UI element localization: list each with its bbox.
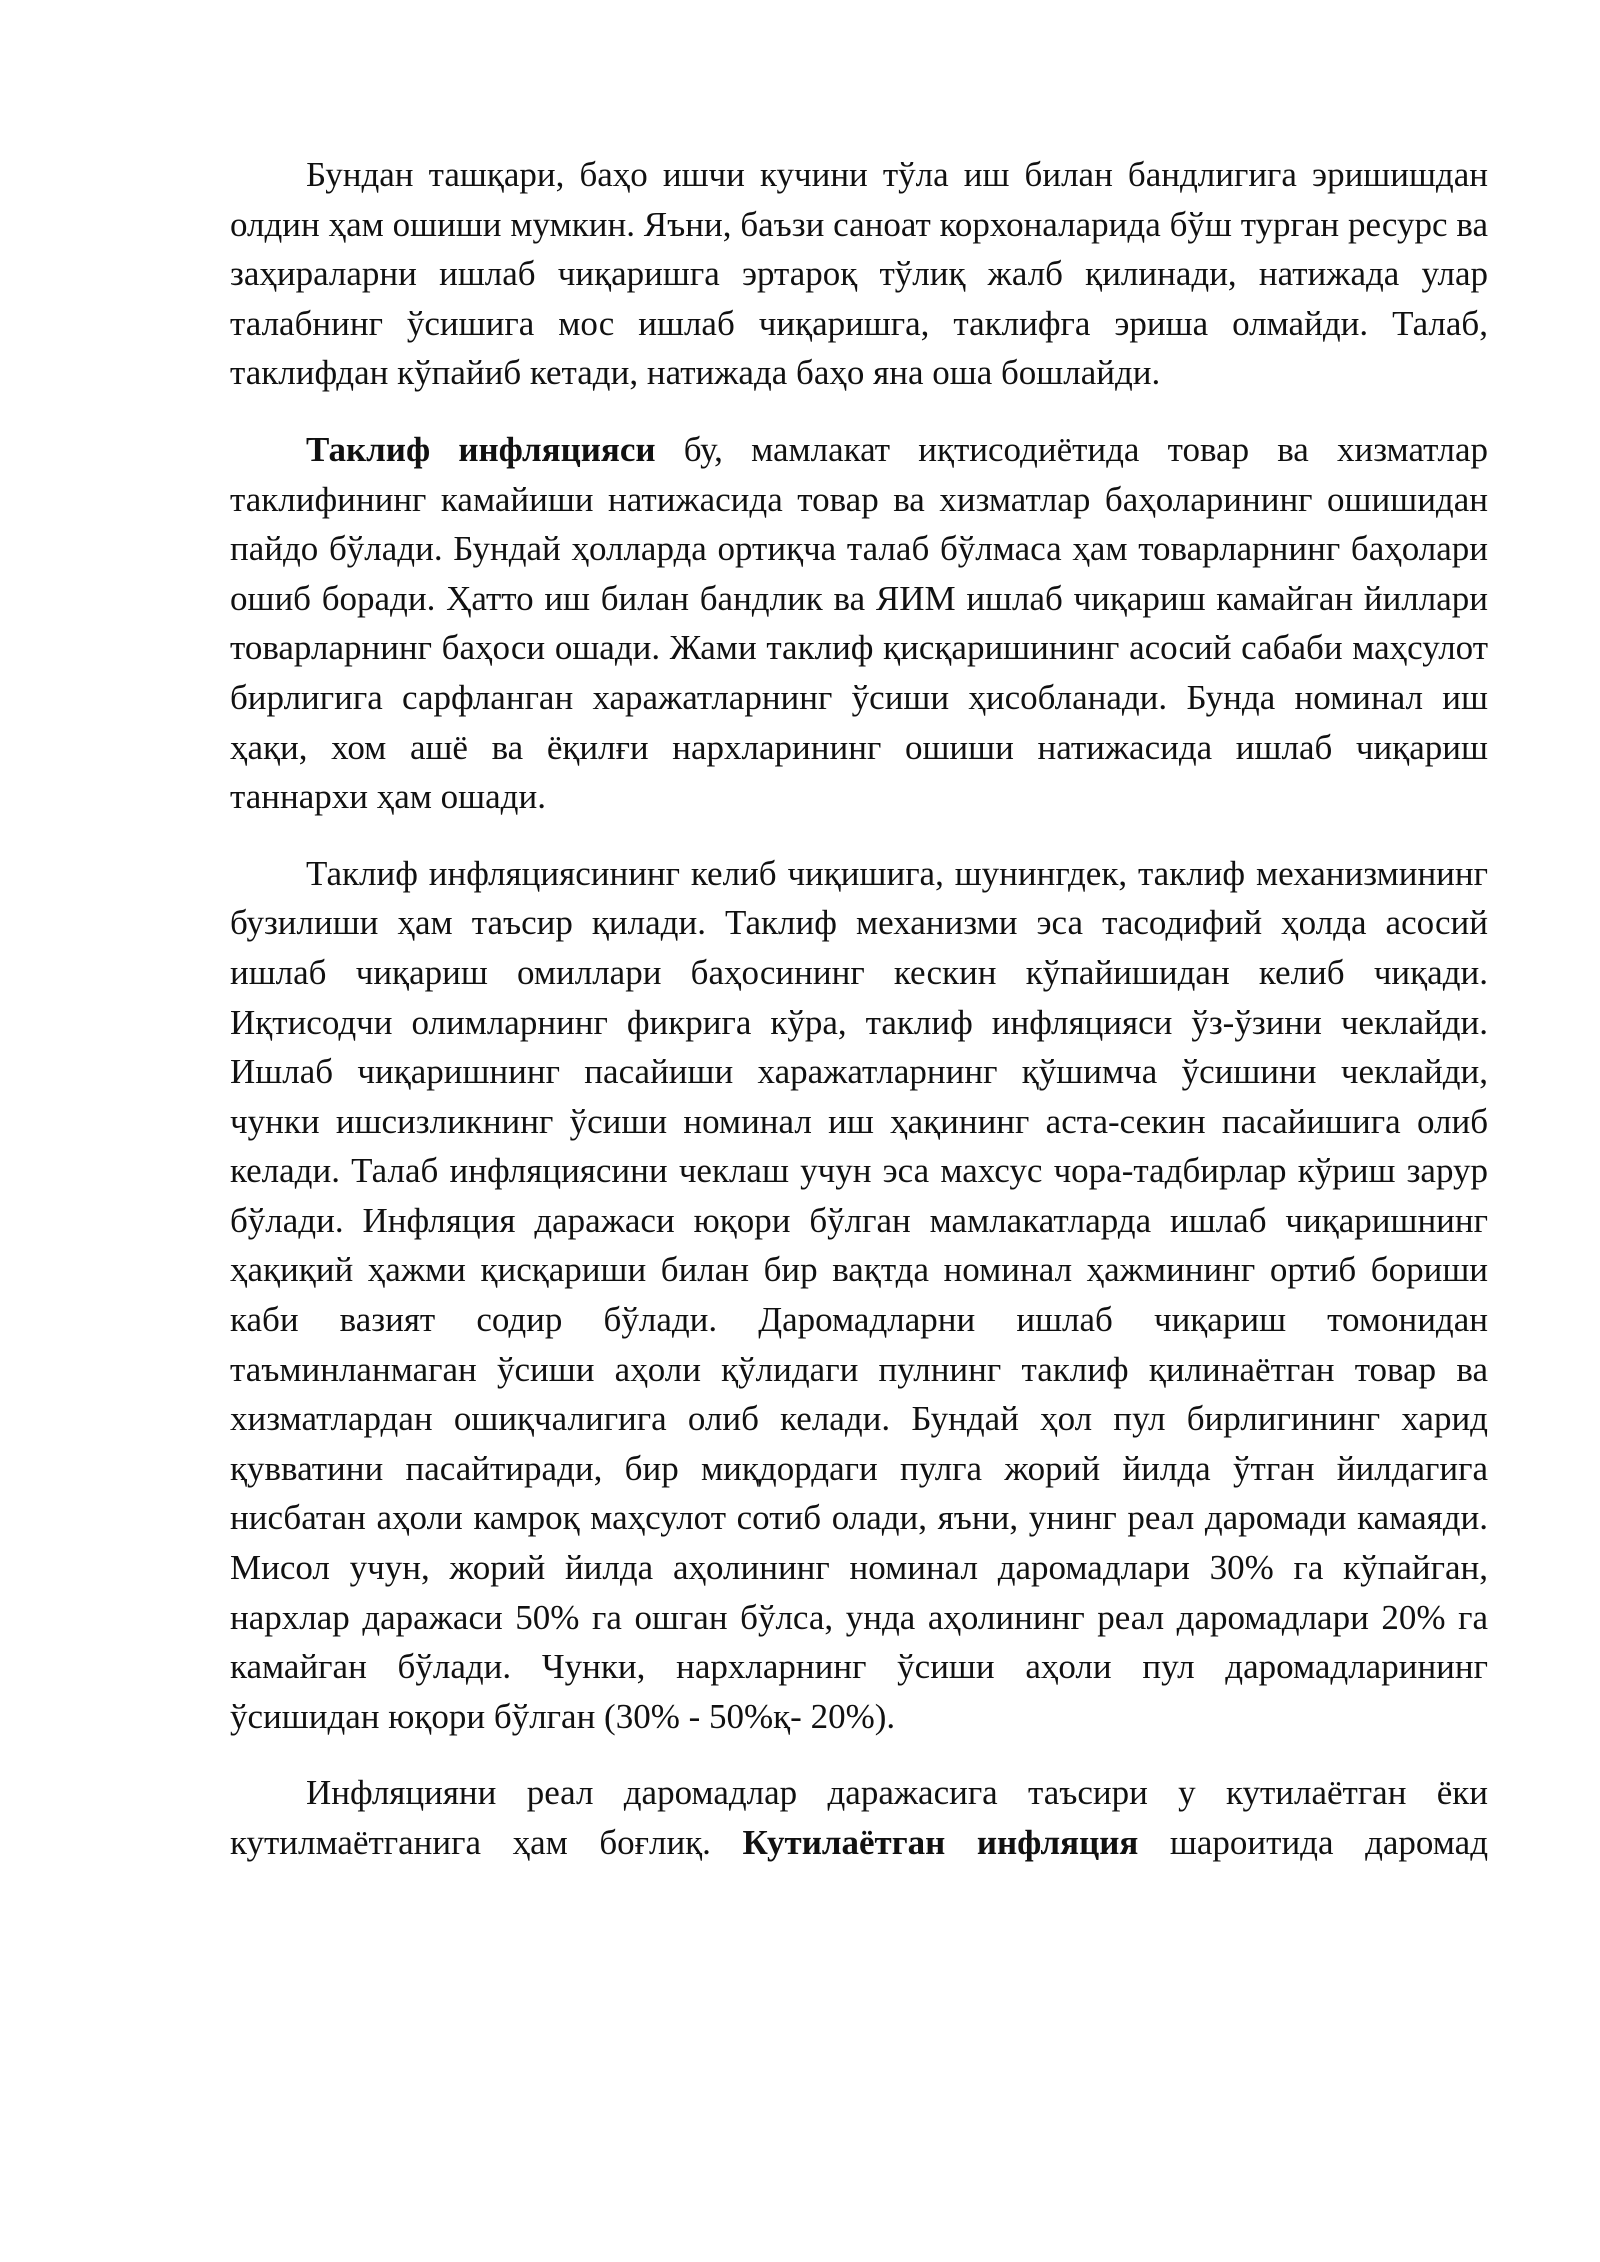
paragraph-1-text: Бундан ташқари, баҳо ишчи кучини тўла иш билан бандлигига эришишдан олдин ҳам ошиши мумкин. Яъни, баъзи саноат корхоналарида бўш турган ресурс ва заҳираларни ишлаб чиқаришга эртароқ тўлиқ жалб қилинади, натижада улар талабнинг ўсишига мос ишлаб чиқаришга, таклифга эриша олмайди. Талаб, таклифдан кўпайиб кетади, натижада баҳо яна оша бошлайди. xyxy=(230,155,1488,393)
paragraph-1 xyxy=(230,150,1488,398)
paragraph-3 xyxy=(230,849,1488,1742)
document-page xyxy=(230,150,1488,1895)
paragraph-4-text-end: шароитида даромад xyxy=(1138,1823,1489,1862)
paragraph-2-text: бу, мамлакат иқтисодиётида товар ва хизматлар таклифининг камайиши натижасида товар ва хизматлар баҳоларининг ошишидан пайдо бўлади. Бундай ҳолларда ортиқча талаб бўлмаса ҳам товарларнинг баҳолари ошиб боради. Ҳатто иш билан бандлик ва ЯИМ ишлаб чиқариш камайган йиллари товарларнинг баҳоси ошади. Жами таклиф қисқаришининг асосий сабаби маҳсулот бирлигига сарфланган харажатларнинг ўсиши ҳисобланади. Бунда номинал иш ҳақи, хом ашё ва ёқилғи нархларининг ошиши натижасида ишлаб чиқариш таннархи ҳам ошади. xyxy=(230,429,1489,817)
paragraph-2 xyxy=(230,425,1488,822)
term-expected-inflation: Кутилаётган инфляция xyxy=(742,1823,1139,1862)
paragraph-4-text-start: Инфляцияни реал даромадлар даражасига таъсири у кутилаётган ёки кутилмаётганига ҳам боғлиқ. xyxy=(230,1773,1488,1862)
term-supply-inflation: Таклиф инфляцияси xyxy=(306,429,656,469)
paragraph-3-text: Таклиф инфляциясининг келиб чиқишига, шунингдек, таклиф механизмининг бузилиши ҳам таъсир қилади. Таклиф механизми эса тасодифий ҳолда асосий ишлаб чиқариш омиллари баҳосининг кескин кўпайишидан келиб чиқади. Иқтисодчи олимларнинг фикрига кўра, таклиф инфляцияси ўз-ўзини чеклайди. Ишлаб чиқаришнинг пасайиши харажатларнинг қўшимча ўсишини чеклайди, чунки ишсизликнинг ўсиши номинал иш ҳақининг аста-секин пасайишига олиб келади. Талаб инфляциясини чеклаш учун эса махсус чора-тадбирлар кўриш зарур бўлади. Инфляция даражаси юқори бўлган мамлакатларда ишлаб чиқаришнинг ҳақиқий ҳажми қисқариши билан бир вақтда номинал ҳажмининг ортиб бориши каби вазият содир бўлади. Даромадларни ишлаб чиқариш томонидан таъминланмаган ўсиши аҳоли қўлидаги пулнинг таклиф қилинаётган товар ва хизматлардан ошиқчалигига олиб келади. Бундай ҳол пул бирлигининг харид қувватини пасайтиради, бир миқдордаги пулга жорий йилда ўтган йилдагига нисбатан аҳоли камроқ маҳсулот сотиб олади, яъни, унинг реал даромади камаяди. Мисол учун, жорий йилда аҳолининг номинал даромадлари 30% га кўпайган, нархлар даражаси 50% га ошган бўлса, унда аҳолининг реал даромадлари 20% га камайган бўлади. Чунки, нархларнинг ўсиши аҳоли пул даромадларининг ўсишидан юқори бўлган (30% - 50%қ- 20%). xyxy=(230,853,1488,1736)
paragraph-4 xyxy=(230,1768,1488,1867)
